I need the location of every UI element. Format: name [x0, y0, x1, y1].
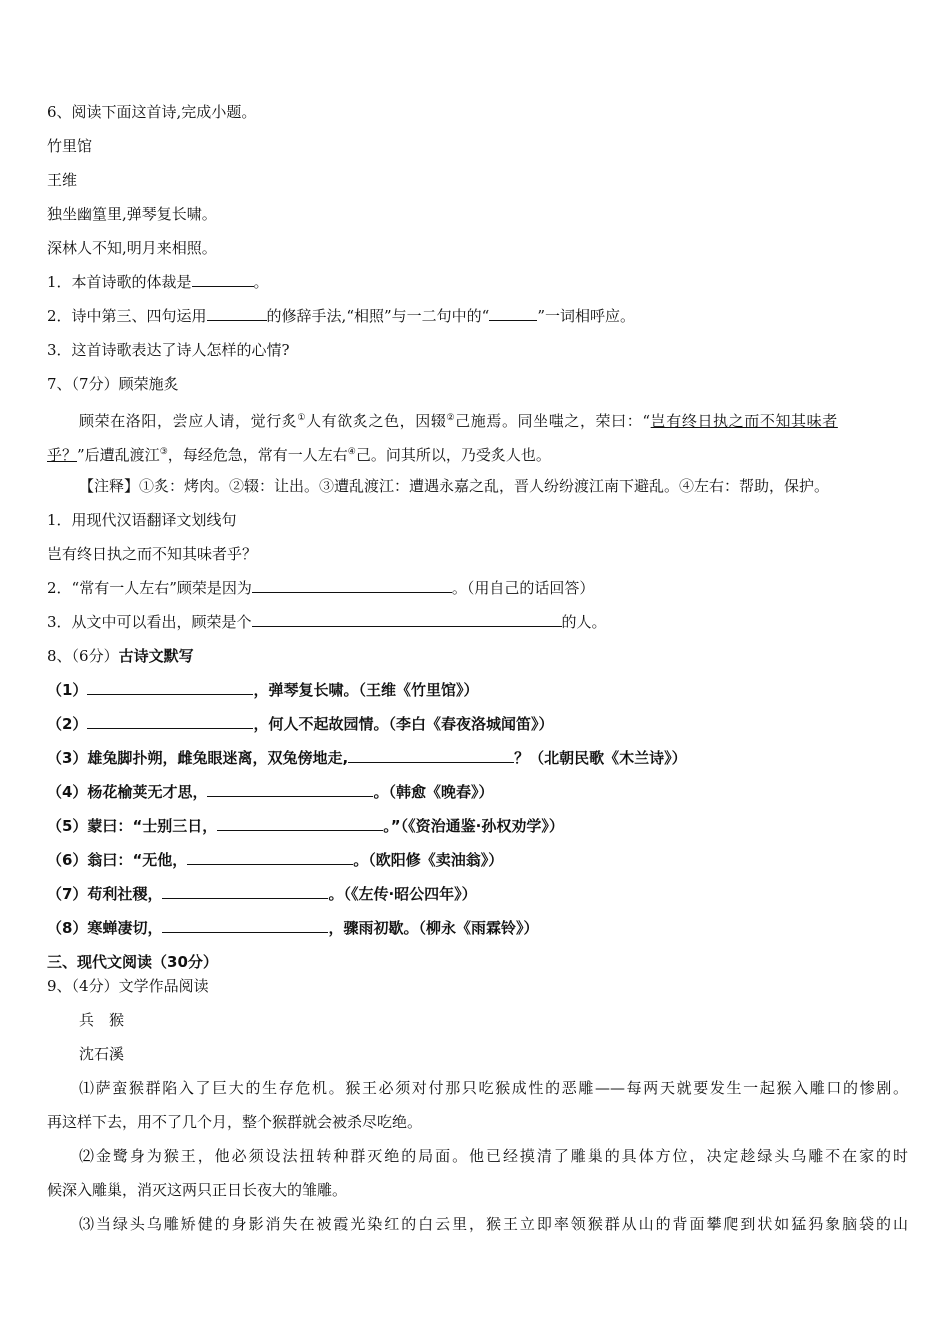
poem-author: 王维 — [47, 171, 78, 189]
story-title: 兵 猴 — [79, 1011, 125, 1029]
underlined-sentence: 乎？ — [47, 446, 78, 464]
q6-sub2-text: 2．诗中第三、四句运用 — [47, 307, 207, 325]
paragraph-1-line2: 再这样下去，用不了几个月，整个猴群就会被杀尽吃绝。 — [47, 1113, 423, 1131]
story-author: 沈石溪 — [79, 1045, 125, 1063]
q8-header — [47, 646, 910, 666]
q7-passage-line2 — [47, 442, 910, 465]
item-text: （7）苟利社稷， — [47, 885, 163, 903]
q7-sub2-end: 。（用自己的话回答） — [451, 579, 595, 597]
poem-line-2: 深林人不知,明月来相照。 — [47, 239, 217, 257]
paragraph-3-line1: ⑶当绿头乌雕矫健的身影消失在被霞光染红的白云里，猴王立即率领猴群从山的背面攀爬到状如猛犸象脑袋的山 — [79, 1215, 908, 1233]
answer-blank[interactable] — [207, 306, 267, 321]
footnote-mark: ① — [297, 413, 307, 423]
answer-blank[interactable] — [162, 918, 328, 933]
poem-line-1: 独坐幽篁里,弹琴复长啸。 — [47, 205, 217, 223]
item-text: （8）寒蝉凄切， — [47, 919, 163, 937]
answer-blank[interactable] — [162, 884, 328, 899]
q7-sub3 — [47, 612, 910, 632]
q6-sub2 — [47, 306, 910, 326]
item-text: 。（《左传·昭公四年》） — [328, 885, 477, 903]
item-text: 。”（《资治通鉴·孙权劝学》） — [383, 817, 564, 835]
q6-sub1 — [47, 272, 910, 292]
item-text: ，弹琴复长啸。（王维《竹里馆》） — [253, 681, 479, 699]
paragraph-1-line1: ⑴萨蛮猴群陷入了巨大的生存危机。猴王必须对付那只吃猴成性的恶雕——每两天就要发生一起猴入雕口的惨剧。 — [79, 1079, 908, 1097]
q6-intro: 6、阅读下面这首诗,完成小题。 — [47, 103, 257, 121]
passage-text: ”后遭乱渡江 — [77, 446, 160, 464]
poem-title: 竹里馆 — [47, 137, 93, 155]
answer-blank[interactable] — [187, 850, 353, 865]
q8-item-3 — [47, 748, 910, 768]
q7-sub1-sentence: 岂有终日执之而不知其味者乎？ — [47, 545, 258, 563]
q8-item-4 — [47, 782, 910, 802]
answer-blank[interactable] — [217, 816, 383, 831]
q8-item-6 — [47, 850, 910, 870]
answer-blank[interactable] — [87, 714, 253, 729]
q7-sub2 — [47, 578, 910, 598]
item-text: （2） — [47, 715, 88, 733]
q6-sub3: 3．这首诗歌表达了诗人怎样的心情? — [47, 341, 290, 359]
passage-text: 己施焉。同坐嗤之，荣曰：“ — [455, 412, 651, 430]
q8-item-1 — [47, 680, 910, 700]
q7-header: 7、（7分）顾荣施炙 — [47, 375, 179, 393]
answer-blank[interactable] — [348, 748, 514, 763]
passage-text: 顾荣在洛阳，尝应人请，觉行炙 — [79, 412, 298, 430]
item-text: （4）杨花榆荚无才思， — [47, 783, 208, 801]
q6-sub2-end: ”一词相呼应。 — [537, 307, 635, 325]
answer-blank[interactable] — [192, 272, 254, 287]
passage-text: 人有欲炙之色，因辍 — [306, 412, 447, 430]
answer-blank[interactable] — [87, 680, 253, 695]
item-text: （1） — [47, 681, 88, 699]
answer-blank[interactable] — [207, 782, 373, 797]
q8-item-5 — [47, 816, 910, 836]
q8-header-number: 8、（6分） — [47, 647, 119, 665]
q7-sub1: 1．用现代汉语翻译文划线句 — [47, 511, 237, 529]
item-text: 。（韩愈《晚春》） — [373, 783, 494, 801]
q7-sub3-text: 3．从文中可以看出，顾荣是个 — [47, 613, 252, 631]
q8-header-title: 古诗文默写 — [118, 647, 194, 665]
q8-item-8 — [47, 918, 910, 938]
passage-text: ，每经危急，常有一人左右 — [167, 446, 348, 464]
answer-blank[interactable] — [489, 306, 537, 321]
item-text: （6）翁曰：“无他， — [47, 851, 188, 869]
item-text: （5）蒙曰：“士别三日， — [47, 817, 218, 835]
q7-sub3-end: 的人。 — [561, 613, 607, 631]
footnote-mark: ② — [446, 413, 456, 423]
q6-sub1-text: 1．本首诗歌的体裁是 — [47, 273, 192, 291]
answer-blank[interactable] — [252, 578, 452, 593]
q6-sub1-end: 。 — [253, 273, 269, 291]
footnote-mark: ③ — [159, 447, 168, 457]
item-text: 。（欧阳修《卖油翁》） — [353, 851, 504, 869]
item-text: ？（北朝民歌《木兰诗》） — [514, 749, 687, 767]
q9-header: 9、（4分）文学作品阅读 — [47, 977, 209, 995]
q6-sub2-mid: 的修辞手法,“相照”与一二句中的“ — [266, 307, 490, 325]
q7-sub2-text: 2．“常有一人左右”顾荣是因为 — [47, 579, 252, 597]
item-text: （3）雄兔脚扑朔，雌兔眼迷离，双兔傍地走, — [47, 749, 349, 767]
underlined-sentence: 岂有终日执之而不知其味者 — [650, 412, 838, 430]
paragraph-2-line1: ⑵金鹭身为猴王，他必须设法扭转种群灭绝的局面。他已经摸清了雕巢的具体方位，决定趁绿头乌雕不在家的时 — [79, 1147, 908, 1165]
q7-notes: 【注释】①炙：烤肉。②辍：让出。③遭乱渡江：遭遇永嘉之乱，晋人纷纷渡江南下避乱。④左右：帮助，保护。 — [79, 477, 830, 495]
section-3-title: 三、现代文阅读（30分） — [47, 953, 218, 971]
q8-item-2 — [47, 714, 910, 734]
q8-item-7 — [47, 884, 910, 904]
passage-text: 己。问其所以，乃受炙人也。 — [355, 446, 551, 464]
item-text: ，骤雨初歇。（柳永《雨霖铃》） — [328, 919, 539, 937]
item-text: ，何人不起故园情。（李白《春夜洛城闻笛》） — [253, 715, 554, 733]
q7-passage-line1 — [79, 408, 910, 431]
footnote-mark: ④ — [347, 447, 356, 457]
answer-blank[interactable] — [252, 612, 562, 627]
paragraph-2-line2: 候深入雕巢，消灭这两只正日长夜大的雏雕。 — [47, 1181, 348, 1199]
